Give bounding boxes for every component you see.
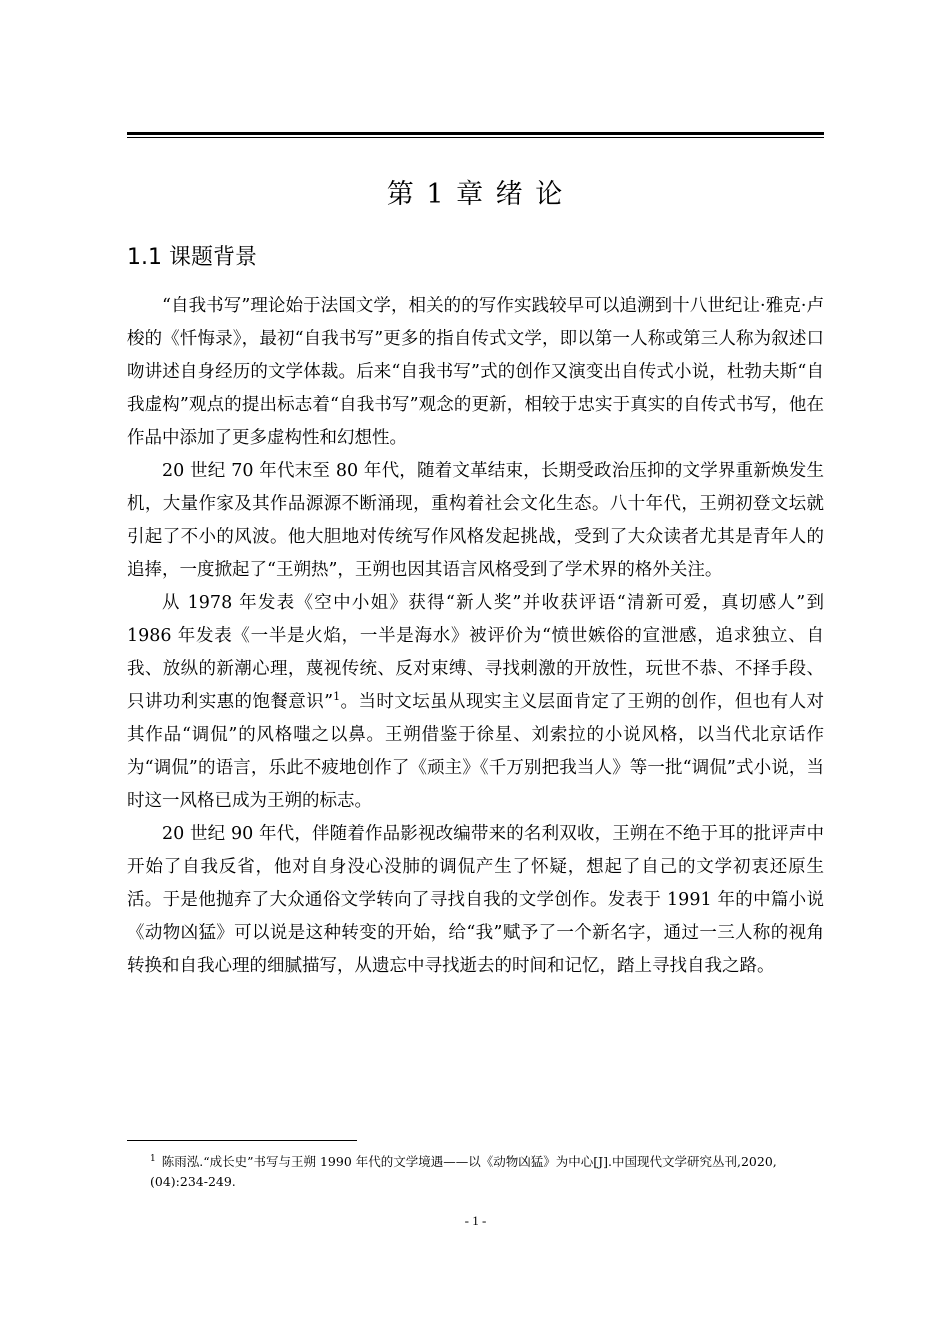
footnote-separator: [127, 1140, 357, 1141]
header-rule-thin: [127, 137, 824, 138]
paragraph-3: [127, 587, 824, 818]
chapter-title: 第 1 章 绪 论: [386, 179, 565, 210]
paragraph-1: “自我书写”理论始于法国文学，相关的的写作实践较早可以追溯到十八世纪让·雅克·卢梭的《忏悔录》，最初“自我书写”更多的指自传式文学，即以第一人称或第三人称为叙述口吻讲述自身经历的文学体裁。后来“自我书写”式的创作又演变出自传式小说，杜勃夫斯“自我虚构”观点的提出标志着“自我书写”观念的更新，相较于忠实于真实的自传式书写，他在作品中添加了更多虚构性和幻想性。: [127, 296, 824, 448]
paragraph-2: 20 世纪 70 年代末至 80 年代，随着文革结束，长期受政治压抑的文学界重新焕发生机，大量作家及其作品源源不断涌现，重构着社会文化生态。八十年代，王朔初登文坛就引起了不小的风波。他大胆地对传统写作风格发起挑战，受到了大众读者尤其是青年人的追捧，一度掀起了“王朔热”，王朔也因其语言风格受到了学术界的格外关注。: [127, 461, 824, 580]
paragraph-3-text-a: 从 1978 年发表《空中小姐》获得“新人奖”并收获评语“清新可爱，真切感人”到 1986 年发表《一半是火焰，一半是海水》被评价为“愤世嫉俗的宣泄感，追求独立、自我、放纵的新潮心理，蔑视传统、反对束缚、寻找刺激的开放性，玩世不恭、不择手段、只讲功利实惠的饱餐意识”: [127, 593, 824, 712]
paragraph-3-text-b: 。当时文坛虽从现实主义层面肯定了王朔的创作，但也有人对其作品“调侃”的风格嗤之以鼻。王朔借鉴于徐星、刘索拉的小说风格，以当代北京话作为“调侃”的语言，乐此不疲地创作了《顽主》《千万别把我当人》等一批“调侃”式小说，当时这一风格已成为王朔的标志。: [127, 692, 824, 811]
footnote: [150, 1152, 824, 1192]
body-text: [127, 290, 824, 983]
footnote-reference[interactable]: 1: [333, 690, 341, 704]
footnote-mark: 1: [150, 1153, 156, 1164]
footnote-text: 陈雨泓.“成长史”书写与王朔 1990 年代的文学境遇——以《动物凶猛》为中心[J].中国现代文学研究丛刊,2020,(04):234-249.: [150, 1154, 777, 1189]
page-number: - 1 -: [464, 1213, 487, 1228]
header-rule-thick: [127, 132, 824, 135]
paragraph-4: 20 世纪 90 年代，伴随着作品影视改编带来的名利双收，王朔在不绝于耳的批评声中开始了自我反省，他对自身没心没肺的调侃产生了怀疑，想起了自己的文学初衷还原生活。于是他抛弃了大众通俗文学转向了寻找自我的文学创作。发表于 1991 年的中篇小说《动物凶猛》可以说是这种转变的开始，给“我”赋予了一个新名字，通过一三人称的视角转换和自我心理的细腻描写，从遗忘中寻找逝去的时间和记忆，踏上寻找自我之路。: [127, 824, 824, 976]
section-heading: 1.1 课题背景: [127, 245, 257, 270]
